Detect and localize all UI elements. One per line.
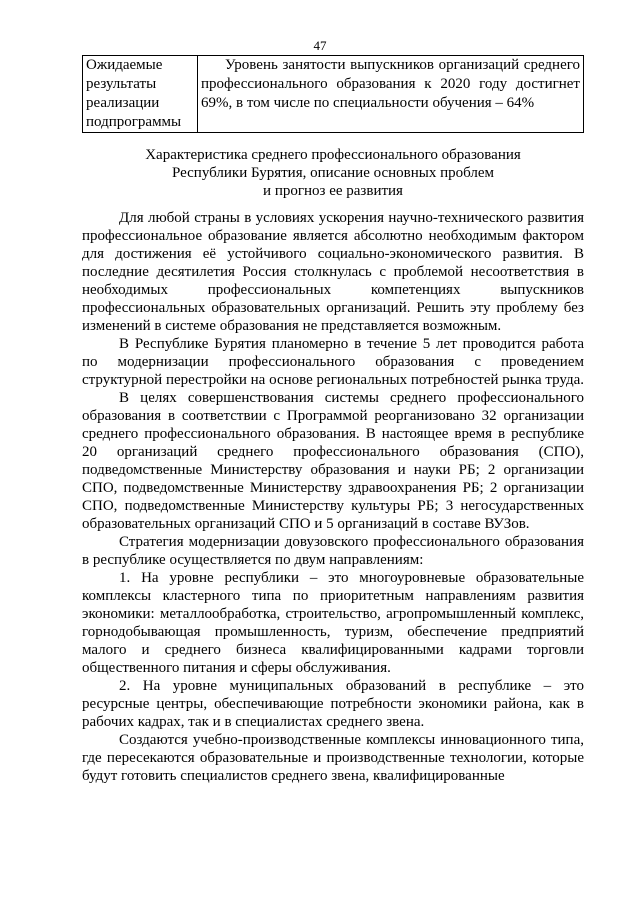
- section-heading-line: и прогноз ее развития: [263, 183, 403, 199]
- paragraph: 1. На уровне республики – это многоуровневые образовательные комплексы кластерного типа по приоритетным направлениям развития экономики: металлообработка, строительство, агропромышленный комплекс, горнодобывающая промышленность, туризм, обеспечение предприятий малого и среднего бизнеса квалифицированными кадрами торговли общественного питания и сферы обслуживания.: [82, 570, 584, 676]
- section-heading-line: Характеристика среднего профессионального образования: [145, 147, 521, 163]
- table-row: [83, 56, 584, 133]
- body-text: [82, 209, 584, 785]
- paragraph: 2. На уровне муниципальных образований в республике – это ресурсные центры, обеспечивающие потребности экономики района, как в рабочих кадрах, так и в специалистах среднего звена.: [82, 678, 584, 730]
- paragraph: В целях совершенствования системы среднего профессионального образования в соответствии с Программой реорганизовано 32 организации среднего профессионального образования. В настоящее время в республике 20 организаций среднего профессионального образования (СПО), подведомственные Министерству образования и науки РБ; 2 организации СПО, подведомственные Министерству здравоохранения РБ; 2 организации СПО, подведомственные Министерству культуры РБ; 3 негосударственных образовательных организаций СПО и 5 организаций в составе ВУЗов.: [82, 390, 584, 532]
- summary-value-cell: Уровень занятости выпускников организаций среднего профессионального образования к 2020 году достигнет 69%, в том числе по специальности обучения – 64%: [198, 56, 584, 133]
- section-heading: [82, 146, 584, 200]
- paragraph: Для любой страны в условиях ускорения научно-технического развития профессиональное образование является абсолютно необходимым фактором для достижения её устойчивого социально-экономического развития. В последние десятилетия Россия столкнулась с проблемой несоответствия в необходимых профессиональных компетенциях выпускников профессиональных образовательных организаций. Решить эту проблему без изменений в системе образования не представляется возможным.: [82, 210, 584, 334]
- summary-label-cell: Ожидаемые результаты реализации подпрограммы: [83, 56, 198, 133]
- paragraph: Стратегия модернизации довузовского профессионального образования в республике осуществляется по двум направлениям:: [82, 534, 584, 568]
- page-number: 47: [313, 38, 327, 53]
- section-heading-line: Республики Бурятия, описание основных проблем: [171, 165, 495, 181]
- paragraph: В Республике Бурятия планомерно в течение 5 лет проводится работа по модернизации профессионального образования с проведением структурной перестройки на основе региональных потребностей рынка труда.: [82, 336, 585, 388]
- paragraph: Создаются учебно-производственные комплексы инновационного типа, где пересекаются образовательные и производственные технологии, которые будут готовить специалистов среднего звена, квалифицированные: [82, 732, 584, 784]
- summary-table: [82, 55, 584, 133]
